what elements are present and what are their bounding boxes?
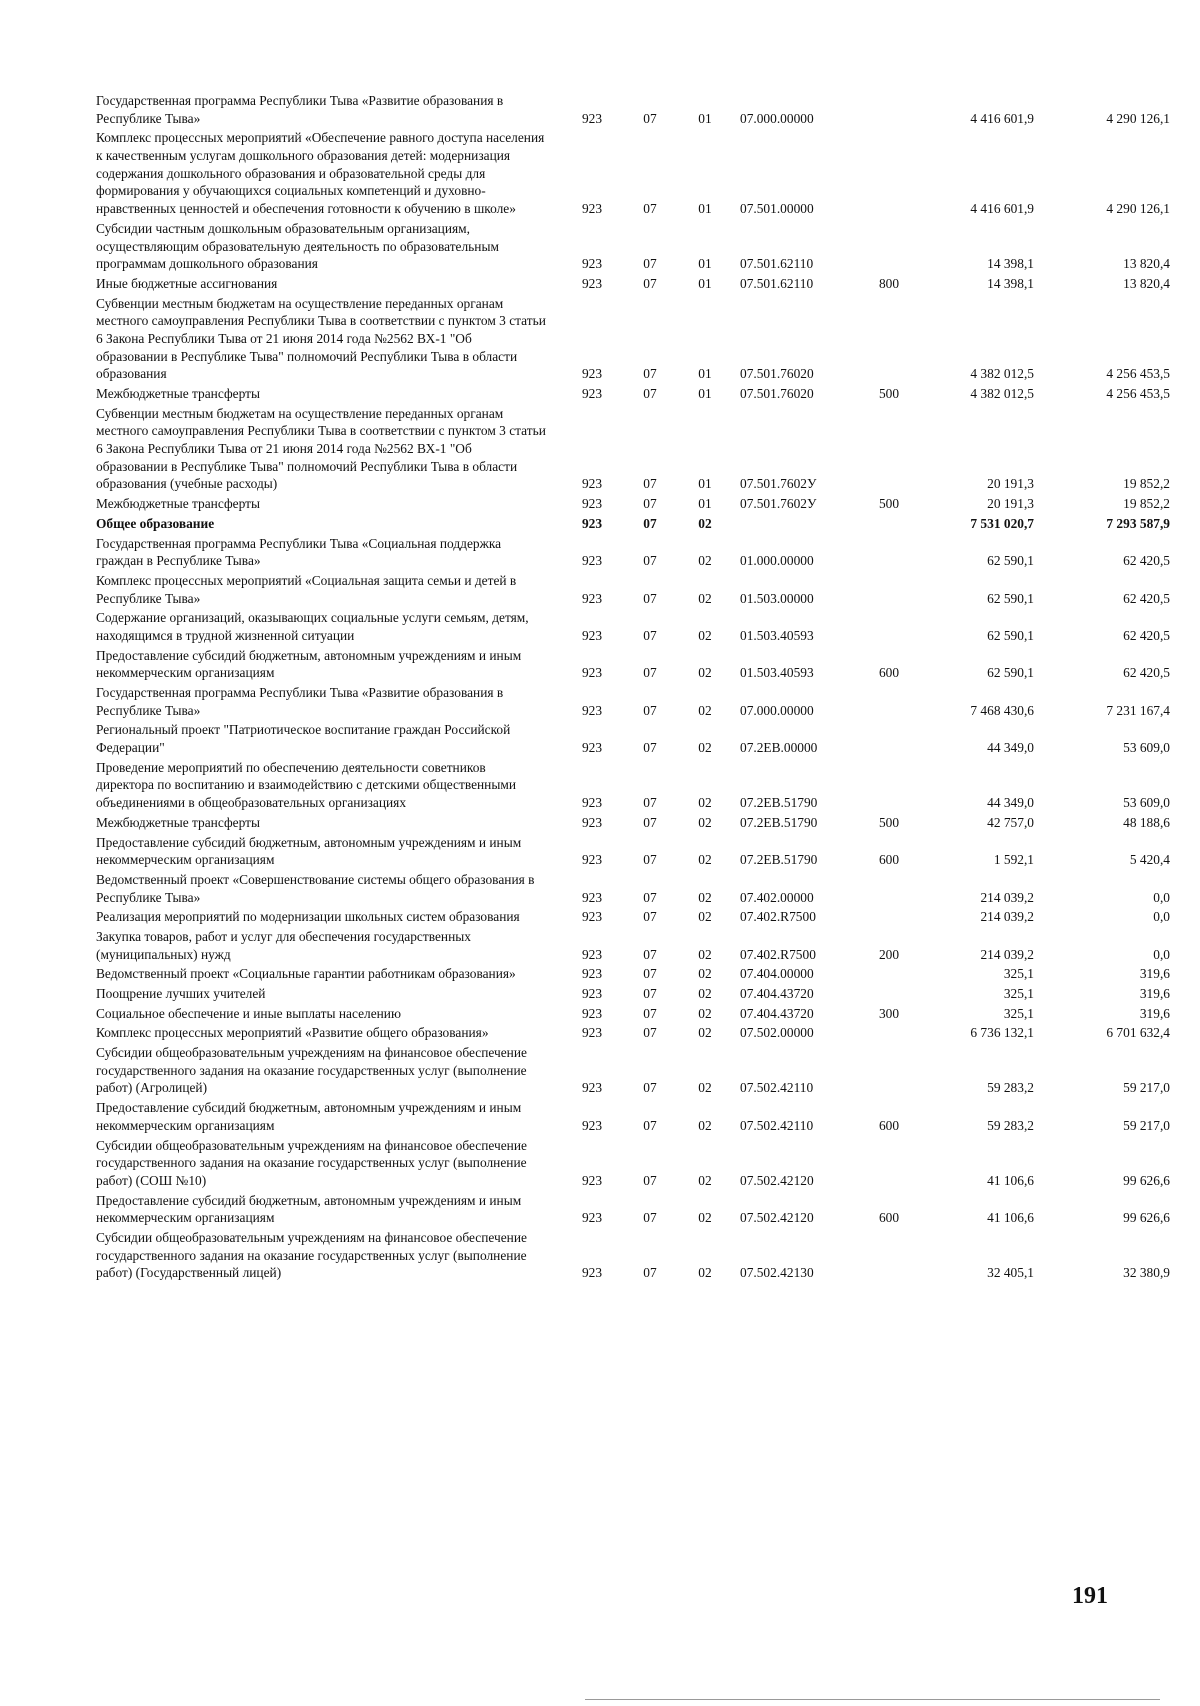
row-ved-code: 923 xyxy=(581,1265,603,1281)
row-subsection-code: 02 xyxy=(698,740,712,756)
row-ved-code: 923 xyxy=(581,515,603,531)
table-row xyxy=(96,965,1170,985)
row-amount-year1: 7 531 020,7 xyxy=(970,515,1034,531)
row-amount-year2: 4 256 453,5 xyxy=(1106,386,1170,401)
row-section-code: 07 xyxy=(643,795,657,811)
row-name: Комплекс процессных мероприятий «Обеспечение равного доступа населения к качественным услугам дошкольного образования детей: модернизация содержания дошкольного образования и образовательной среды для формирования у обучающихся социальных компетенций и духовно-нравственных ценностей и обеспечения готовности к обучению в школе» xyxy=(96,130,545,217)
row-name: Межбюджетные трансферты xyxy=(96,814,260,830)
row-name: Региональный проект "Патриотическое воспитание граждан Российской Федерации" xyxy=(96,722,511,756)
table-row xyxy=(96,295,1170,385)
row-subsection-code: 02 xyxy=(698,852,712,868)
row-subsection-code: 02 xyxy=(698,986,712,1001)
row-amount-year2: 99 626,6 xyxy=(1123,1172,1170,1188)
row-name: Поощрение лучших учителей xyxy=(96,986,266,1001)
row-amount-year1: 59 283,2 xyxy=(987,1080,1034,1096)
row-amount-year2: 53 609,0 xyxy=(1123,740,1170,756)
row-name: Закупка товаров, работ и услуг для обеспечения государственных (муниципальных) нужд xyxy=(96,928,471,962)
row-target-article: 01.503.00000 xyxy=(740,590,814,606)
row-target-article: 07.404.00000 xyxy=(740,966,814,982)
row-ved-code: 923 xyxy=(581,386,603,401)
row-target-article: 07.402.00000 xyxy=(740,889,814,905)
row-name: Субсидии частным дошкольным образовательным организациям, осуществляющим образовательную деятельность по образовательным программам дошкольного образования xyxy=(96,220,499,272)
row-name: Субсидии общеобразовательным учреждениям на финансовое обеспечение государственного задания на оказание государственных услуг (выполнение работ) (СОШ №10) xyxy=(96,1137,527,1188)
row-expense-type: 800 xyxy=(878,275,900,291)
row-section-code: 07 xyxy=(643,476,657,492)
table-row xyxy=(96,684,1170,721)
row-amount-year2: 7 231 167,4 xyxy=(1106,702,1170,718)
row-amount-year1: 62 590,1 xyxy=(987,627,1034,643)
table-row xyxy=(96,721,1170,758)
row-section-code: 07 xyxy=(643,986,657,1001)
row-amount-year1: 214 039,2 xyxy=(980,909,1034,925)
table-row xyxy=(96,814,1170,834)
row-target-article: 07.501.76020 xyxy=(740,366,814,382)
row-amount-year2: 19 852,2 xyxy=(1123,476,1170,492)
row-amount-year2: 6 701 632,4 xyxy=(1106,1025,1170,1041)
row-amount-year2: 59 217,0 xyxy=(1123,1117,1170,1133)
table-row xyxy=(96,1024,1170,1044)
row-name: Предоставление субсидий бюджетным, автономным учреждениям и иным некоммерческим организациям xyxy=(96,834,522,868)
row-section-code: 07 xyxy=(643,386,657,401)
row-target-article: 07.502.42120 xyxy=(740,1210,814,1226)
row-section-code: 07 xyxy=(643,366,657,382)
row-ved-code: 923 xyxy=(581,889,603,905)
row-section-code: 07 xyxy=(643,1210,657,1226)
row-subsection-code: 02 xyxy=(698,590,712,606)
row-amount-year2: 5 420,4 xyxy=(1129,852,1170,868)
row-expense-type xyxy=(862,1137,916,1192)
row-subsection-code: 02 xyxy=(698,553,712,569)
row-target-article: 07.502.42110 xyxy=(740,1117,814,1133)
row-amount-year1: 62 590,1 xyxy=(987,665,1034,681)
row-subsection-code: 02 xyxy=(698,515,712,531)
row-subsection-code: 02 xyxy=(698,909,712,925)
row-expense-type xyxy=(862,871,916,908)
row-amount-year2: 7 293 587,9 xyxy=(1106,515,1170,531)
row-amount-year1: 62 590,1 xyxy=(987,553,1034,569)
row-section-code: 07 xyxy=(643,702,657,718)
row-amount-year1: 325,1 xyxy=(1003,986,1034,1001)
row-ved-code: 923 xyxy=(581,496,603,512)
table-row xyxy=(96,405,1170,495)
row-amount-year2: 4 290 126,1 xyxy=(1106,110,1170,126)
row-expense-type xyxy=(862,965,916,985)
row-amount-year2: 319,6 xyxy=(1139,1005,1170,1021)
row-expense-type xyxy=(862,515,916,535)
row-ved-code: 923 xyxy=(581,1172,603,1188)
row-amount-year1: 6 736 132,1 xyxy=(970,1025,1034,1041)
row-ved-code: 923 xyxy=(581,909,603,925)
table-row xyxy=(96,1099,1170,1136)
row-amount-year1: 41 106,6 xyxy=(987,1172,1034,1188)
row-ved-code: 923 xyxy=(581,740,603,756)
row-target-article: 01.000.00000 xyxy=(740,553,814,569)
row-expense-type: 600 xyxy=(878,852,900,868)
row-amount-year1: 41 106,6 xyxy=(987,1210,1034,1226)
row-target-article: 07.000.00000 xyxy=(740,110,814,126)
row-ved-code: 923 xyxy=(581,1025,603,1041)
row-amount-year1: 42 757,0 xyxy=(987,814,1034,830)
row-section-code: 07 xyxy=(643,1172,657,1188)
row-expense-type xyxy=(862,220,916,275)
row-amount-year2: 319,6 xyxy=(1139,966,1170,982)
row-subsection-code: 01 xyxy=(698,201,712,217)
row-subsection-code: 02 xyxy=(698,966,712,982)
row-name: Субвенции местным бюджетам на осуществление переданных органам местного самоуправления Республики Тыва в соответствии с пунктом 3 статьи 6 Закона Республики Тыва от 21 июня 2014 года №2562 ВХ-1 "Об образовании в Республике Тыва" полномочий Республики Тыва в области образования xyxy=(96,295,546,382)
row-amount-year2: 62 420,5 xyxy=(1123,627,1170,643)
row-name: Государственная программа Республики Тыва «Развитие образования в Республике Тыва» xyxy=(96,685,504,718)
row-amount-year1: 214 039,2 xyxy=(980,946,1034,962)
row-target-article: 07.502.00000 xyxy=(740,1025,814,1041)
row-target-article: 07.501.76020 xyxy=(740,386,814,401)
row-expense-type xyxy=(862,609,916,646)
row-amount-year1: 7 468 430,6 xyxy=(970,702,1034,718)
row-name: Государственная программа Республики Тыва «Развитие образования в Республике Тыва» xyxy=(96,93,504,126)
row-target-article: 07.501.00000 xyxy=(740,201,814,217)
row-expense-type xyxy=(862,572,916,609)
row-expense-type: 500 xyxy=(878,386,900,401)
row-target-article: 07.2ЕВ.00000 xyxy=(740,740,818,756)
row-ved-code: 923 xyxy=(581,256,603,272)
row-section-code: 07 xyxy=(643,1005,657,1021)
row-name: Комплекс процессных мероприятий «Социальная защита семьи и детей в Республике Тыва» xyxy=(96,572,517,606)
row-amount-year1: 20 191,3 xyxy=(987,476,1034,492)
row-ved-code: 923 xyxy=(581,201,603,217)
row-name: Межбюджетные трансферты xyxy=(96,496,260,512)
row-subsection-code: 02 xyxy=(698,946,712,962)
row-subsection-code: 01 xyxy=(698,496,712,512)
row-name: Субвенции местным бюджетам на осуществление переданных органам местного самоуправления Республики Тыва в соответствии с пунктом 3 статьи 6 Закона Республики Тыва от 21 июня 2014 года №2562 ВХ-1 "Об образовании в Республике Тыва" полномочий Республики Тыва в области образования (учебные расходы) xyxy=(96,405,546,492)
row-expense-type: 600 xyxy=(878,665,900,681)
row-section-code: 07 xyxy=(643,740,657,756)
row-section-code: 07 xyxy=(643,1265,657,1281)
table-row xyxy=(96,385,1170,405)
table-row xyxy=(96,985,1170,1005)
row-ved-code: 923 xyxy=(581,814,603,830)
row-target-article: 07.502.42130 xyxy=(740,1265,814,1281)
row-expense-type: 500 xyxy=(878,496,900,512)
row-name: Иные бюджетные ассигнования xyxy=(96,275,278,291)
row-section-code: 07 xyxy=(643,553,657,569)
row-subsection-code: 01 xyxy=(698,110,712,126)
row-name: Реализация мероприятий по модернизации школьных систем образования xyxy=(96,909,520,925)
row-name: Субсидии общеобразовательным учреждениям на финансовое обеспечение государственного задания на оказание государственных услуг (выполнение работ) (Государственный лицей) xyxy=(96,1229,527,1281)
table-row xyxy=(96,572,1170,609)
row-name: Межбюджетные трансферты xyxy=(96,386,260,401)
row-amount-year2: 59 217,0 xyxy=(1123,1080,1170,1096)
row-amount-year1: 4 382 012,5 xyxy=(970,386,1034,401)
row-amount-year2: 4 290 126,1 xyxy=(1106,201,1170,217)
row-section-code: 07 xyxy=(643,590,657,606)
table-row xyxy=(96,129,1170,219)
row-amount-year2: 319,6 xyxy=(1139,986,1170,1001)
row-target-article: 07.502.42120 xyxy=(740,1172,814,1188)
row-ved-code: 923 xyxy=(581,275,603,291)
row-ved-code: 923 xyxy=(581,946,603,962)
row-ved-code: 923 xyxy=(581,795,603,811)
row-section-code: 07 xyxy=(643,852,657,868)
row-amount-year2: 13 820,4 xyxy=(1123,275,1170,291)
row-subsection-code: 02 xyxy=(698,814,712,830)
row-amount-year2: 62 420,5 xyxy=(1123,665,1170,681)
row-ved-code: 923 xyxy=(581,986,603,1001)
table-row xyxy=(96,1229,1170,1284)
row-section-code: 07 xyxy=(643,665,657,681)
row-section-code: 07 xyxy=(643,275,657,291)
row-amount-year2: 4 256 453,5 xyxy=(1106,366,1170,382)
table-row xyxy=(96,1137,1170,1192)
row-subsection-code: 02 xyxy=(698,1025,712,1041)
row-subsection-code: 02 xyxy=(698,1210,712,1226)
row-target-article: 07.2ЕВ.51790 xyxy=(740,852,818,868)
table-row xyxy=(96,92,1170,129)
row-expense-type: 300 xyxy=(878,1005,900,1021)
row-subsection-code: 02 xyxy=(698,795,712,811)
row-amount-year1: 14 398,1 xyxy=(987,256,1034,272)
row-subsection-code: 02 xyxy=(698,702,712,718)
row-ved-code: 923 xyxy=(581,1080,603,1096)
row-amount-year1: 4 382 012,5 xyxy=(970,366,1034,382)
row-ved-code: 923 xyxy=(581,590,603,606)
row-expense-type xyxy=(862,759,916,814)
row-ved-code: 923 xyxy=(581,852,603,868)
table-row xyxy=(96,871,1170,908)
row-section-code: 07 xyxy=(643,627,657,643)
row-name: Предоставление субсидий бюджетным, автономным учреждениям и иным некоммерческим организациям xyxy=(96,647,522,681)
row-amount-year2: 53 609,0 xyxy=(1123,795,1170,811)
row-ved-code: 923 xyxy=(581,1117,603,1133)
table-row xyxy=(96,928,1170,965)
row-expense-type xyxy=(862,721,916,758)
row-ved-code: 923 xyxy=(581,110,603,126)
row-target-article: 07.402.R7500 xyxy=(740,909,816,925)
row-section-code: 07 xyxy=(643,1117,657,1133)
table-row xyxy=(96,609,1170,646)
row-expense-type xyxy=(862,535,916,572)
row-ved-code: 923 xyxy=(581,1210,603,1226)
row-amount-year1: 4 416 601,9 xyxy=(970,110,1034,126)
row-expense-type xyxy=(862,92,916,129)
table-row xyxy=(96,1044,1170,1099)
row-name: Содержание организаций, оказывающих социальные услуги семьям, детям, находящимся в трудной жизненной ситуации xyxy=(96,610,529,643)
row-amount-year2: 99 626,6 xyxy=(1123,1210,1170,1226)
row-expense-type xyxy=(862,1044,916,1099)
row-amount-year2: 13 820,4 xyxy=(1123,256,1170,272)
row-name: Предоставление субсидий бюджетным, автономным учреждениям и иным некоммерческим организациям xyxy=(96,1192,522,1226)
row-target-article: 07.000.00000 xyxy=(740,702,814,718)
row-name: Общее образование xyxy=(96,515,215,531)
row-expense-type xyxy=(862,684,916,721)
row-ved-code: 923 xyxy=(581,476,603,492)
row-target-article: 07.501.62110 xyxy=(740,275,814,291)
row-expense-type xyxy=(862,295,916,385)
row-target-article: 07.501.62110 xyxy=(740,256,814,272)
row-amount-year2: 0,0 xyxy=(1153,889,1170,905)
row-amount-year2: 0,0 xyxy=(1153,909,1170,925)
row-expense-type: 600 xyxy=(878,1210,900,1226)
row-amount-year1: 32 405,1 xyxy=(987,1265,1034,1281)
row-ved-code: 923 xyxy=(581,366,603,382)
row-subsection-code: 02 xyxy=(698,889,712,905)
row-target-article: 01.503.40593 xyxy=(740,665,814,681)
row-ved-code: 923 xyxy=(581,1005,603,1021)
row-section-code: 07 xyxy=(643,966,657,982)
page-number: 191 xyxy=(1072,1583,1108,1609)
row-expense-type xyxy=(862,1229,916,1284)
table-row xyxy=(96,647,1170,684)
table-row xyxy=(96,535,1170,572)
row-amount-year2: 48 188,6 xyxy=(1123,814,1170,830)
row-subsection-code: 02 xyxy=(698,1080,712,1096)
row-expense-type xyxy=(862,908,916,928)
row-name: Субсидии общеобразовательным учреждениям на финансовое обеспечение государственного задания на оказание государственных услуг (выполнение работ) (Агролицей) xyxy=(96,1045,527,1096)
row-section-code: 07 xyxy=(643,496,657,512)
table-row xyxy=(96,275,1170,295)
row-ved-code: 923 xyxy=(581,553,603,569)
row-ved-code: 923 xyxy=(581,966,603,982)
row-name: Предоставление субсидий бюджетным, автономным учреждениям и иным некоммерческим организациям xyxy=(96,1100,522,1133)
table-row xyxy=(96,908,1170,928)
row-section-code: 07 xyxy=(643,909,657,925)
row-section-code: 07 xyxy=(643,814,657,830)
row-amount-year1: 59 283,2 xyxy=(987,1117,1034,1133)
row-name: Ведомственный проект «Социальные гарантии работникам образования» xyxy=(96,966,516,982)
row-target-article: 07.402.R7500 xyxy=(740,946,816,962)
row-ved-code: 923 xyxy=(581,627,603,643)
row-subsection-code: 02 xyxy=(698,1005,712,1021)
row-amount-year1: 325,1 xyxy=(1003,1005,1034,1021)
row-section-code: 07 xyxy=(643,946,657,962)
row-amount-year1: 325,1 xyxy=(1003,966,1034,982)
row-target-article: 07.404.43720 xyxy=(740,986,814,1001)
table-row xyxy=(96,759,1170,814)
row-amount-year1: 14 398,1 xyxy=(987,275,1034,291)
row-target-article: 07.2ЕВ.51790 xyxy=(740,814,818,830)
table-row xyxy=(96,834,1170,871)
row-section-code: 07 xyxy=(643,889,657,905)
row-target-article xyxy=(732,515,862,535)
row-amount-year2: 62 420,5 xyxy=(1123,590,1170,606)
row-section-code: 07 xyxy=(643,256,657,272)
table-row xyxy=(96,220,1170,275)
row-section-code: 07 xyxy=(643,1080,657,1096)
row-amount-year1: 44 349,0 xyxy=(987,740,1034,756)
row-amount-year1: 4 416 601,9 xyxy=(970,201,1034,217)
row-amount-year1: 44 349,0 xyxy=(987,795,1034,811)
row-name: Комплекс процессных мероприятий «Развитие общего образования» xyxy=(96,1025,489,1041)
table-row xyxy=(96,1192,1170,1229)
budget-table xyxy=(96,92,1170,1284)
row-subsection-code: 01 xyxy=(698,275,712,291)
row-expense-type: 500 xyxy=(878,814,900,830)
row-subsection-code: 01 xyxy=(698,386,712,401)
row-target-article: 07.502.42110 xyxy=(740,1080,814,1096)
row-amount-year1: 20 191,3 xyxy=(987,496,1034,512)
row-section-code: 07 xyxy=(643,110,657,126)
row-section-code: 07 xyxy=(643,201,657,217)
row-amount-year2: 32 380,9 xyxy=(1123,1265,1170,1281)
row-subsection-code: 01 xyxy=(698,366,712,382)
row-expense-type xyxy=(862,405,916,495)
row-expense-type: 200 xyxy=(878,946,900,962)
row-subsection-code: 02 xyxy=(698,1172,712,1188)
table-row xyxy=(96,515,1170,535)
row-expense-type xyxy=(862,129,916,219)
table-row xyxy=(96,1005,1170,1025)
row-expense-type xyxy=(862,1024,916,1044)
row-subsection-code: 02 xyxy=(698,665,712,681)
row-subsection-code: 01 xyxy=(698,256,712,272)
row-subsection-code: 02 xyxy=(698,627,712,643)
row-target-article: 07.2ЕВ.51790 xyxy=(740,795,818,811)
row-amount-year2: 0,0 xyxy=(1153,946,1170,962)
row-subsection-code: 02 xyxy=(698,1117,712,1133)
row-subsection-code: 02 xyxy=(698,1265,712,1281)
row-amount-year2: 19 852,2 xyxy=(1123,496,1170,512)
budget-table-body xyxy=(96,92,1170,1284)
row-ved-code: 923 xyxy=(581,702,603,718)
table-row xyxy=(96,495,1170,515)
row-amount-year1: 214 039,2 xyxy=(980,889,1034,905)
row-name: Проведение мероприятий по обеспечению деятельности советников директора по воспитанию и взаимодействию с детскими общественными объединениями в общеобразовательных организациях xyxy=(96,759,516,811)
row-expense-type xyxy=(862,985,916,1005)
row-subsection-code: 01 xyxy=(698,476,712,492)
row-name: Социальное обеспечение и иные выплаты населению xyxy=(96,1005,401,1021)
row-ved-code: 923 xyxy=(581,665,603,681)
row-target-article: 07.501.7602У xyxy=(740,476,817,492)
row-amount-year1: 1 592,1 xyxy=(993,852,1034,868)
row-expense-type: 600 xyxy=(878,1117,900,1133)
row-section-code: 07 xyxy=(643,1025,657,1041)
footer-rule xyxy=(585,1699,1160,1700)
row-name: Ведомственный проект «Совершенствование системы общего образования в Республике Тыва» xyxy=(96,871,535,905)
row-section-code: 07 xyxy=(643,515,657,531)
row-target-article: 01.503.40593 xyxy=(740,627,814,643)
row-amount-year1: 62 590,1 xyxy=(987,590,1034,606)
row-target-article: 07.501.7602У xyxy=(740,496,817,512)
row-target-article: 07.404.43720 xyxy=(740,1005,814,1021)
row-amount-year2: 62 420,5 xyxy=(1123,553,1170,569)
row-name: Государственная программа Республики Тыва «Социальная поддержка граждан в Республике Тыва» xyxy=(96,535,502,569)
